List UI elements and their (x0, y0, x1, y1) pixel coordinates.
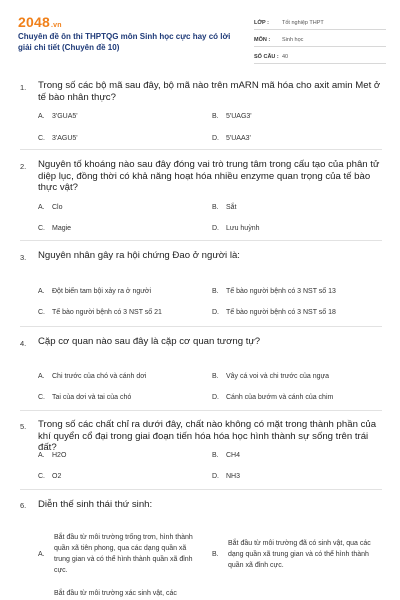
option-b[interactable] (212, 538, 382, 571)
question-divider (20, 326, 382, 327)
document-meta (254, 16, 386, 67)
option-letter: A. (38, 373, 45, 380)
option-text: Chi trước của chó và cánh dơi (52, 373, 147, 380)
question-text: Nguyên tố khoáng nào sau đây đóng vai trò trung tâm trong cấu tạo của phân tử diệp lục, đồng thời có khả năng hoạt hóa nhiều enzyme quan trọng của tế bào thực vật? (38, 159, 380, 193)
option-text: Sắt (226, 204, 237, 211)
option-letter: B. (212, 204, 219, 211)
option-text: Vây cá voi và chi trước của ngựa (226, 373, 330, 380)
option-b[interactable] (212, 452, 240, 459)
option-text: Cánh của bướm và cánh của chim (226, 394, 334, 401)
meta-grade-row (254, 16, 386, 30)
option-text: 3'AGU5' (52, 135, 78, 142)
option-text: Bắt đầu từ môi trường đã có sinh vật, qua các dạng quần xã trung gian và có thể hình thành quần xã đỉnh cực. (228, 540, 371, 569)
site-logo[interactable] (18, 14, 62, 30)
question-text: Trong số các bộ mã sau đây, bộ mã nào trên mARN mã hóa cho axit amin Met ở tế bào nhân thực? (38, 80, 381, 103)
logo-suffix: .vn (50, 22, 62, 29)
option-letter: C. (38, 135, 45, 142)
option-a[interactable] (38, 204, 63, 211)
option-d[interactable] (212, 473, 240, 480)
option-letter: A. (38, 113, 45, 120)
option-text: Tế bào người bệnh có 3 NST số 13 (226, 288, 336, 295)
option-text: 5'UAA3' (226, 135, 251, 142)
option-text: Bắt đầu từ môi trường trống trơn, hình thành quần xã tiên phong, qua các dạng quần xã trung gian và có thể hình thành quần xã đỉnh cực. (54, 534, 193, 574)
option-b[interactable] (212, 204, 237, 211)
option-text: Magie (52, 225, 72, 232)
option-letter (38, 590, 54, 597)
question-divider (20, 410, 382, 411)
option-letter: D. (212, 394, 219, 401)
logo-text: 2048 (18, 14, 50, 30)
option-c[interactable] (38, 590, 208, 597)
option-letter: B. (212, 113, 219, 120)
question-divider (20, 489, 382, 490)
question-text: Diễn thế sinh thái thứ sinh: (38, 499, 153, 510)
option-text: O2 (52, 473, 62, 480)
question-number: 6. (20, 501, 27, 510)
question-number: 4. (20, 339, 27, 348)
meta-count-row (254, 50, 386, 64)
option-letter: C. (38, 394, 45, 401)
option-text: NH3 (226, 473, 241, 480)
option-d[interactable] (212, 394, 333, 401)
option-b[interactable] (212, 288, 336, 295)
document-title: Chuyên đề ôn thi THPTQG môn Sinh học cực hay có lời giải chi tiết (Chuyên đề 10) (18, 32, 231, 52)
option-text: Clo (52, 204, 63, 211)
meta-subject-row (254, 33, 386, 47)
option-letter: A. (38, 288, 45, 295)
option-c[interactable] (38, 473, 61, 480)
option-letter: A. (38, 550, 45, 558)
option-a[interactable] (38, 532, 203, 576)
option-letter: C. (38, 309, 45, 316)
option-b[interactable] (212, 373, 329, 380)
document-header (0, 0, 400, 62)
option-c[interactable] (38, 394, 131, 401)
question-divider (20, 149, 382, 150)
meta-key: MÔN : (254, 36, 271, 43)
option-letter: D. (212, 473, 219, 480)
meta-value: Sinh học (282, 36, 304, 43)
meta-key: LỚP : (254, 19, 269, 26)
meta-key: SỐ CÂU : (254, 53, 279, 60)
option-text: Lưu huỳnh (226, 225, 260, 232)
option-text: Đột biến tam bội xảy ra ở người (52, 288, 152, 295)
option-letter: D. (212, 225, 219, 232)
option-d[interactable] (212, 135, 251, 142)
question-text: Cặp cơ quan nào sau đây là cặp cơ quan tương tự? (38, 336, 261, 347)
option-letter: A. (38, 452, 45, 459)
option-a[interactable] (38, 113, 78, 120)
option-letter: B. (212, 373, 219, 380)
option-text: Tai của dơi và tai của chó (52, 394, 132, 401)
question-divider (20, 240, 382, 241)
question-text: Trong số các chất chỉ ra dưới đây, chất nào không có mặt trong thành phần của khí quyển cổ đại trong giai đoạn tiến hóa hóa học hình thành sự sống trên trái đất? (38, 419, 377, 453)
option-letter: A. (38, 204, 45, 211)
option-letter: D. (212, 309, 219, 316)
option-d[interactable] (212, 225, 260, 232)
option-c[interactable] (38, 135, 78, 142)
option-b[interactable] (212, 113, 252, 120)
option-text: H2O (52, 452, 67, 459)
option-d[interactable] (212, 309, 336, 316)
option-a[interactable] (38, 452, 66, 459)
meta-value: 40 (282, 53, 289, 60)
option-text: Tế bào người bệnh có 3 NST số 21 (52, 309, 162, 316)
option-text: CH4 (226, 452, 241, 459)
question-text: Nguyên nhân gây ra hội chứng Đao ở người là: (38, 250, 240, 261)
option-text: 5'UAG3' (226, 113, 252, 120)
question-number: 2. (20, 162, 27, 171)
question-number: 1. (20, 83, 27, 92)
option-letter: B. (212, 288, 219, 295)
option-letter: C. (38, 473, 45, 480)
meta-value: Tốt nghiệp THPT (282, 19, 324, 26)
option-letter: B. (212, 452, 219, 459)
option-text: 3'GUA5' (52, 113, 78, 120)
question-number: 5. (20, 422, 27, 431)
option-letter: D. (212, 135, 219, 142)
option-c[interactable] (38, 225, 71, 232)
option-letter: B. (212, 551, 219, 558)
option-text: Tế bào người bệnh có 3 NST số 18 (226, 309, 336, 316)
option-a[interactable] (38, 373, 146, 380)
option-letter: C. (38, 225, 45, 232)
option-text: Bắt đầu từ môi trường xác sinh vật, các (54, 590, 177, 597)
option-c[interactable] (38, 309, 162, 316)
question-number: 3. (20, 253, 27, 262)
option-a[interactable] (38, 288, 151, 295)
